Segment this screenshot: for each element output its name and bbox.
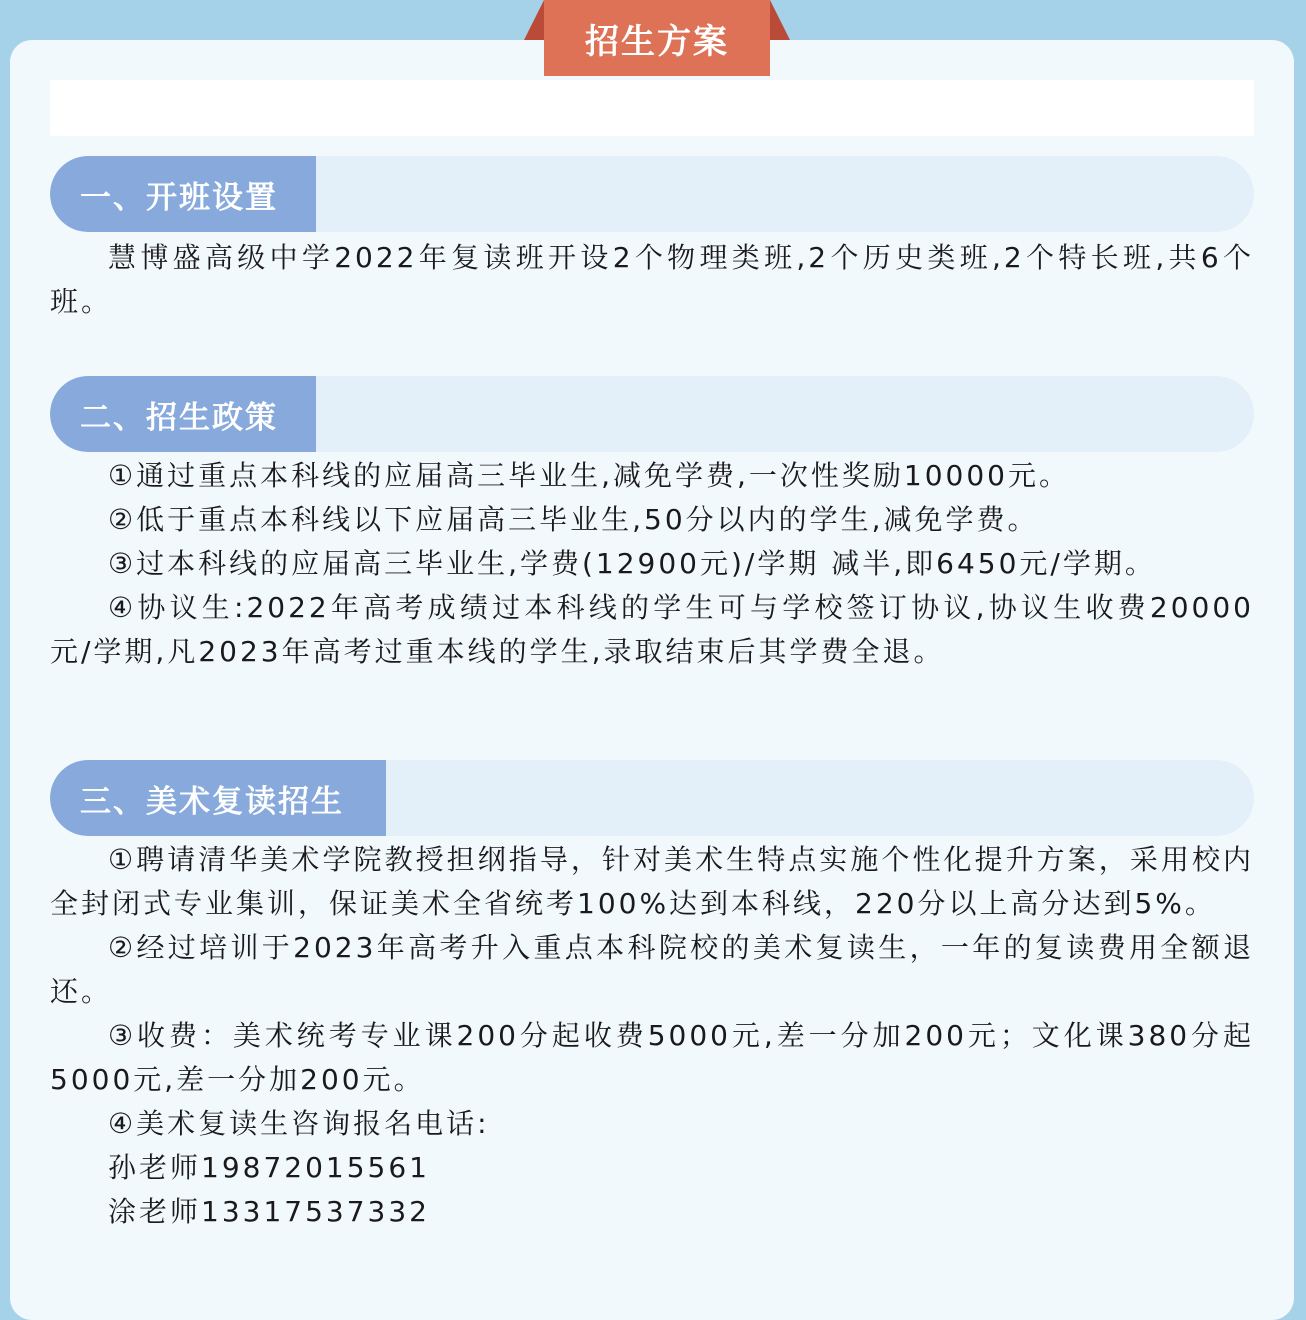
paragraph: ②经过培训于2023年高考升入重点本科院校的美术复读生，一年的复读费用全额退还。	[50, 931, 1254, 1008]
paragraph: ①聘请清华美术学院教授担纲指导，针对美术生特点实施个性化提升方案，采用校内全封闭式专业集训，保证美术全省统考100%达到本科线，220分以上高分达到5%。	[50, 843, 1254, 920]
section-heading-1: 一、开班设置	[50, 156, 316, 232]
contact-line: 涂老师13317537332	[108, 1195, 430, 1228]
section-body-2	[50, 454, 1254, 674]
paragraph: ③过本科线的应届高三毕业生,学费(12900元)/学期 减半,即6450元/学期。	[108, 547, 1156, 580]
section-heading-2: 二、招生政策	[50, 376, 316, 452]
contact-line: 孙老师19872015561	[108, 1151, 430, 1184]
paragraph: ①通过重点本科线的应届高三毕业生,减免学费,一次性奖励10000元。	[108, 459, 1070, 492]
paragraph: ④美术复读生咨询报名电话:	[108, 1107, 490, 1140]
paragraph: ④协议生:2022年高考成绩过本科线的学生可与学校签订协议,协议生收费20000元/学期,凡2023年高考过重本线的学生,录取结束后其学费全退。	[50, 591, 1254, 668]
section-header-2	[50, 376, 1254, 452]
blank-bar	[50, 80, 1254, 136]
banner-fold-right	[770, 0, 790, 40]
paragraph: ③收费：美术统考专业课200分起收费5000元,差一分加200元；文化课380分起5000元,差一分加200元。	[50, 1019, 1254, 1096]
section-heading-3: 三、美术复读招生	[50, 760, 386, 836]
section-header-1	[50, 156, 1254, 232]
paragraph: ②低于重点本科线以下应届高三毕业生,50分以内的学生,减免学费。	[108, 503, 1039, 536]
paragraph: 慧博盛高级中学2022年复读班开设2个物理类班,2个历史类班,2个特长班,共6个班。	[50, 241, 1254, 318]
section-body-1	[50, 236, 1254, 324]
page-title: 招生方案	[544, 0, 770, 76]
section-body-3	[50, 838, 1254, 1234]
section-header-3	[50, 760, 1254, 836]
banner-fold-left	[524, 0, 544, 40]
